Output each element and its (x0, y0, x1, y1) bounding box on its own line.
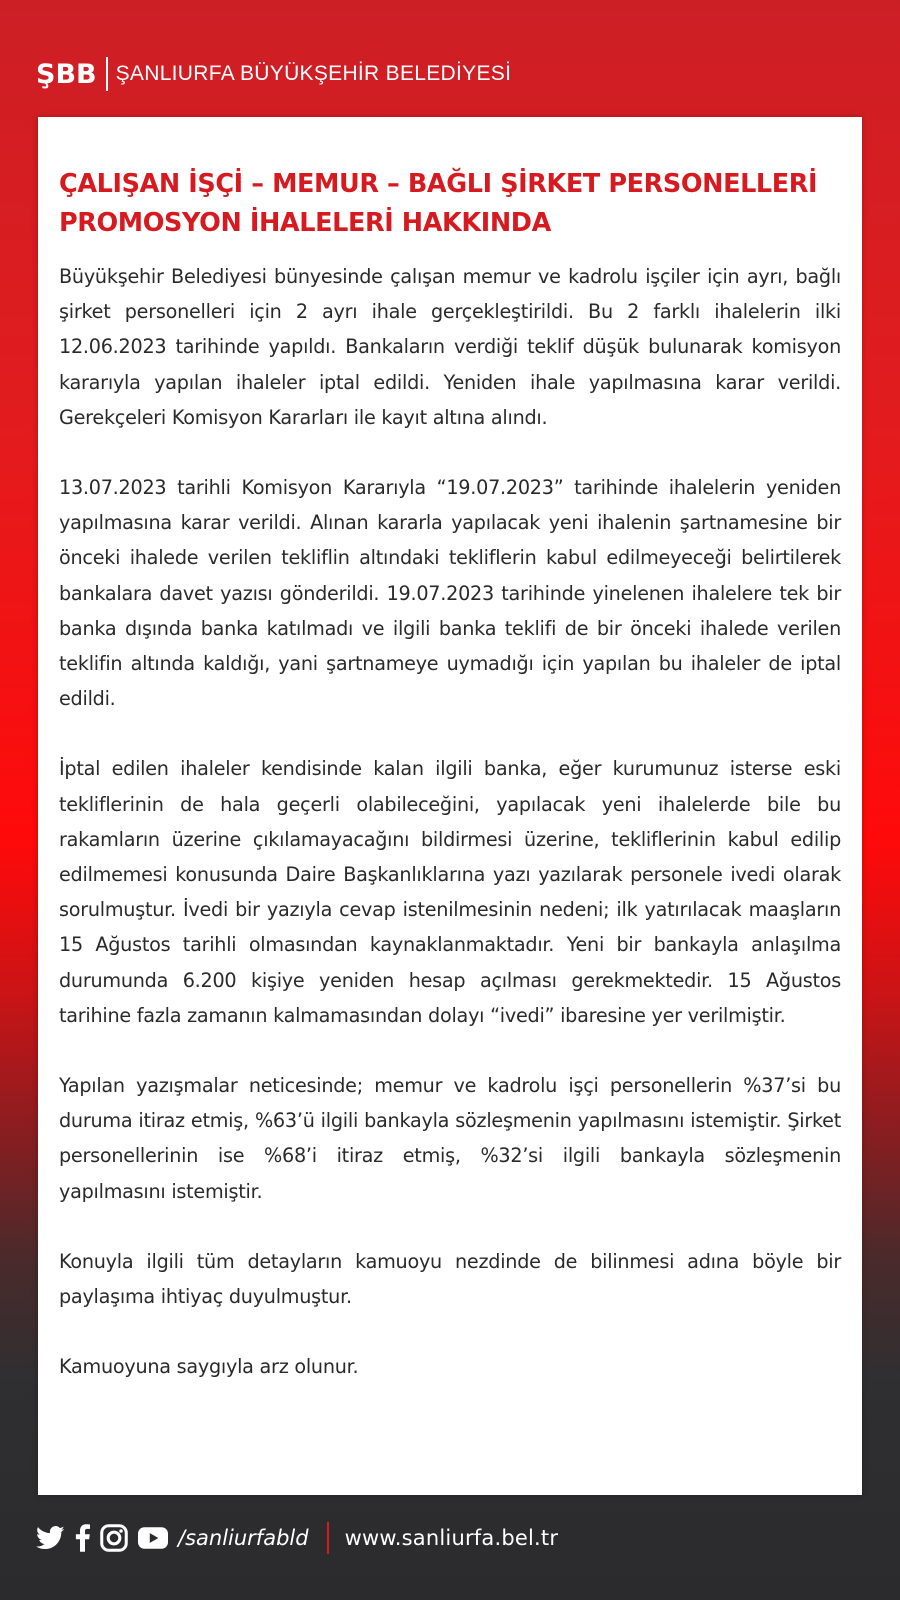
notice-title: ÇALIŞAN İŞÇİ – MEMUR – BAĞLI ŞİRKET PERSONELLERİ PROMOSYON İHALELERİ HAKKINDA (59, 169, 818, 238)
website-link[interactable]: www.sanliurfa.bel.tr (344, 1526, 559, 1550)
footer-divider (327, 1522, 329, 1554)
notice-closing: Kamuoyuna saygıyla arz olunur. (59, 1355, 359, 1379)
notice-paragraph-2: 13.07.2023 tarihli Komisyon Kararıyla “19.07.2023” tarihinde ihalelerin yeniden yapılmasına karar verildi. Alınan kararla yapılacak yeni ihalenin şartnamesine bir önceki ihalede verilen tekliflin altındaki tekliflerin kabul edilmeyeceği belirtilerek bankalara davet yazısı gönderildi. 19.07.2023 tarihinde yinelenen ihalelere tek bir banka dışında banka katılmadı ve ilgili banka teklifi de bir önceki ihalede verilen teklifin altında kaldığı, yani şartnameye uymadığı için yapılan bu ihaleler de iptal edildi. (59, 476, 841, 711)
youtube-icon[interactable] (138, 1527, 168, 1549)
notice-card (38, 117, 862, 1495)
notice-paragraph-5: Konuyla ilgili tüm detayların kamuoyu nezdinde de bilinmesi adına böyle bir paylaşıma ihtiyaç duyulmuştur. (59, 1249, 841, 1309)
header (36, 52, 511, 96)
institution-name: ŞANLIURFA BÜYÜKŞEHİR BELEDİYESİ (115, 62, 512, 85)
notice-paragraph-4: Yapılan yazışmalar neticesinde; memur ve kadrolu işçi personellerin %37’si bu duruma itiraz etmiş, %63’ü ilgili bankayla sözleşmenin yapılmasını istemiştir. Şirket personellerinin ise %68’i itiraz etmiş, %32’si ilgili bankayla sözleşmenin yapılmasını istemiştir. (59, 1074, 841, 1203)
notice-paragraph-1: Büyükşehir Belediyesi bünyesinde çalışan memur ve kadrolu işçiler için ayrı, bağlı şirket personelleri için 2 ayrı ihale gerçekleştirildi. Bu 2 farklı ihalelerin ilki 12.06.2023 tarihinde yapıldı. Bankaların verdiği teklif düşük bulunarak komisyon kararıyla yapılan ihaleler iptal edildi. Yeniden ihale yapılmasına karar verildi. Gerekçeleri Komisyon Kararları ile kayıt altına alındı. (59, 265, 841, 429)
instagram-icon[interactable] (100, 1524, 128, 1552)
facebook-icon[interactable] (75, 1524, 90, 1552)
twitter-icon[interactable] (36, 1526, 65, 1550)
social-handle[interactable]: /sanliurfabld (178, 1526, 309, 1550)
header-divider (106, 57, 108, 91)
footer (36, 1518, 558, 1558)
sbb-logo: ŞBB (36, 58, 97, 90)
notice-paragraph-3: İptal edilen ihaleler kendisinde kalan ilgili banka, eğer kurumunuz isterse eski tekliflerinin de hala geçerli olabileceğini, yapılacak yeni ihalelerde bile bu rakamların üzerine çıkılamayacağını bildirmesi üzerine, tekliflerinin kabul edilip edilmemesi konusunda Daire Başkanlıklarına yazı yazılarak personele ivedi olarak sorulmuştur. İvedi bir yazıyla cevap istenilmesinin nedeni; ilk yatırılacak maaşların 15 Ağustos tarihli olmasından kaynaklanmaktadır. Yeni bir bankayla anlaşılma durumunda 6.200 kişiye yeniden hesap açılması gerekmektedir. 15 Ağustos tarihine fazla zamanın kalmamasından dolayı “ivedi” ibaresine yer verilmiştir. (59, 757, 841, 1027)
